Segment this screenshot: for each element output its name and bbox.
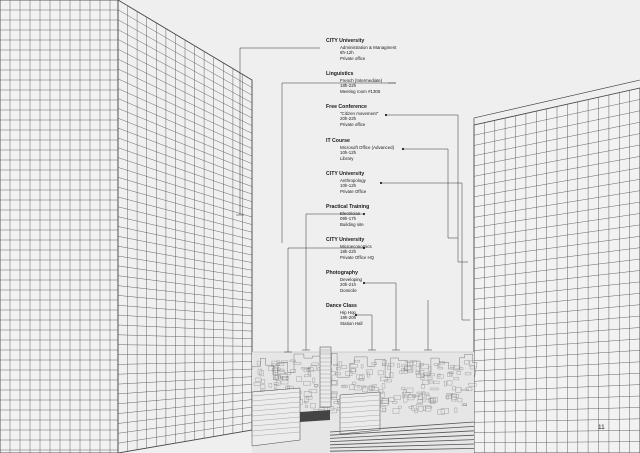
entry-time: 8h-12h xyxy=(340,50,354,56)
entry-location: Private office xyxy=(340,122,366,128)
right-skyscraper xyxy=(474,80,640,453)
entry-subject: Hip Hop xyxy=(340,309,356,315)
entry-location: Private Office xyxy=(340,189,367,195)
foreground-building-left xyxy=(252,388,300,446)
entry-subject: "Citizen movement" xyxy=(340,110,379,116)
entry-title: CITY University xyxy=(326,237,365,243)
entry-title: CITY University xyxy=(326,38,365,44)
entry-location: Library xyxy=(340,156,354,162)
entry-location: Domicile xyxy=(340,288,357,294)
entry-time: 10h-12h xyxy=(340,150,357,156)
entry-time: 20h-22h xyxy=(340,116,357,122)
entry-location: Building site xyxy=(340,222,364,228)
entry-time: 19h-20h xyxy=(340,315,357,321)
schedule-entry xyxy=(326,38,446,62)
entry-subject: French (Intermediate) xyxy=(340,77,383,83)
page-number: 11 xyxy=(598,424,605,431)
entry-time: 18h-22h xyxy=(340,249,357,255)
entry-subject: Anthropology xyxy=(340,177,366,183)
schedule-entry xyxy=(326,237,446,261)
schedule-entry xyxy=(326,138,446,162)
entry-time: 09h-17h xyxy=(340,216,357,222)
entry-location: Meeting room #1305 xyxy=(340,89,381,95)
entry-title: Dance Class xyxy=(326,303,357,309)
distant-cityscape xyxy=(252,347,477,453)
left-skyscraper xyxy=(0,0,252,453)
schedule-entry xyxy=(326,71,446,95)
entry-location: Private Office HQ xyxy=(340,255,375,261)
entry-subject: Microeconomics xyxy=(340,243,372,249)
entry-time: 10h-12h xyxy=(340,183,357,189)
schedule-entry xyxy=(326,303,446,327)
entry-title: CITY University xyxy=(326,171,365,177)
entry-title: Linguistics xyxy=(326,71,354,77)
entry-location: Private office xyxy=(340,56,366,62)
entry-title: Free Conference xyxy=(326,104,367,110)
schedule-entry xyxy=(326,204,446,228)
entry-title: Photography xyxy=(326,270,358,276)
dark-building xyxy=(300,410,330,422)
leader-line xyxy=(288,248,364,352)
schedule-entry xyxy=(326,171,446,195)
entry-subject: Microsoft Office (Advanced) xyxy=(340,144,395,150)
entry-title: Practical Training xyxy=(326,204,370,210)
schedule-entry xyxy=(326,270,446,294)
entry-time: 18h-22h xyxy=(340,83,357,89)
entry-subject: Developing xyxy=(340,276,362,282)
schedule-entry xyxy=(326,104,446,128)
entry-subject: Administration & Managment xyxy=(340,44,397,50)
entry-location: Station Hall xyxy=(340,321,363,327)
entry-subject: Electrician xyxy=(340,210,361,216)
left-tower-front-face xyxy=(0,0,118,453)
entry-time: 20h-21h xyxy=(340,282,357,288)
entry-title: IT Course xyxy=(326,138,350,144)
